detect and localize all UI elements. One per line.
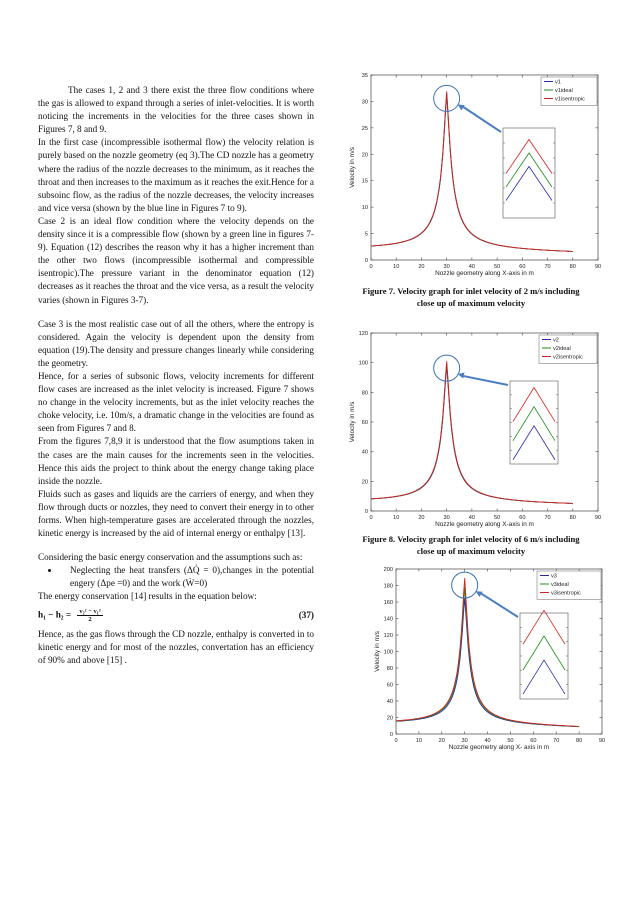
y-tick-label: 180: [383, 583, 393, 590]
chart-figure-7: [349, 73, 601, 277]
x-tick-label: 10: [393, 515, 400, 521]
chart-figure-9: [374, 567, 605, 751]
closeup-inset: [503, 128, 555, 218]
paragraph: Case 2 is an ideal flow condition where the velocity depends on the density since it is a compressible flow (shown by a green line in figures 7-9). Equation (12) describes the reason why it has a higher increment than the other two flows (incompressible isothermal and compressible isentropic).The pressure variant in the denominator equation (12) decreases as it reaches the throat and the vice versa, as a result the velocity varies (shown in Figures 3-7).: [38, 215, 314, 305]
equation-lhs: h₁ − h₂ =: [38, 609, 72, 620]
y-tick-label: 20: [361, 152, 368, 159]
x-tick-label: 20: [418, 515, 425, 521]
equation-numerator: v₂² − v₁²: [79, 608, 101, 616]
legend-entry: v1: [555, 79, 561, 86]
x-tick-label: 40: [468, 264, 476, 270]
x-tick-label: 50: [493, 515, 501, 521]
paragraph: Considering the basic energy conservation and the assumptions such as:: [38, 552, 303, 563]
y-tick-label: 160: [383, 600, 393, 606]
y-tick-label: 40: [386, 699, 393, 705]
x-tick-label: 30: [443, 264, 450, 270]
y-axis-label: Velocity in m/s: [349, 401, 356, 443]
chart-figure-8: [349, 331, 601, 528]
y-axis-label: Velocity in m/s: [374, 631, 381, 672]
y-tick-label: 25: [361, 125, 368, 132]
paragraph: The energy conservation [14] results in the equation below:: [38, 591, 257, 602]
y-tick-label: 30: [361, 99, 368, 106]
x-tick-label: 70: [544, 515, 551, 521]
paragraph: Hence, as the gas flows through the CD nozzle, enthalpy is converted in to kinetic energy and for most of the nozzles, convertation has an efficiency of 90% and above [15] .: [38, 628, 314, 665]
y-tick-label: 0: [389, 732, 393, 738]
x-tick-label: 50: [507, 738, 514, 744]
x-tick-label: 80: [569, 264, 576, 270]
x-tick-label: 90: [594, 515, 602, 521]
closeup-inset: [510, 381, 558, 464]
y-tick-label: 0: [364, 509, 368, 515]
x-tick-label: 80: [569, 515, 576, 521]
paragraph: Hence, for a series of subsonic flows, velocity increments for different flow cases are increased as the inlet velocity is increased. Figure 7 shows no change in the velocity increments, but as the inlet velocity reaches the choke velocity, i.e. 10m/s, a dramatic change in the velocities are found as seen from Figures 7 and 8.: [38, 370, 314, 434]
list-item: • Neglecting the heat transfers (ΔQ̇ = 0),changes in the potential engery (Δpe =0) and the work (Ẇ=0): [60, 564, 314, 590]
legend-entry: v3: [551, 573, 557, 580]
y-tick-label: 5: [364, 231, 368, 238]
legend-entry: v2: [553, 337, 559, 344]
y-tick-label: 10: [361, 205, 368, 212]
x-axis-label: Nozzle geometry along X- axis in m: [448, 744, 550, 751]
y-tick-label: 80: [386, 666, 393, 672]
y-axis-label: Velocity in m/s: [349, 147, 356, 188]
x-tick-label: 90: [598, 738, 606, 744]
paragraph: From the figures 7,8,9 it is understood that the flow asumptions taken in the cases are the main causes for the increments seen in the velocities. Hence this aids the project to think about the energy change taking place inside the nozzle.: [38, 436, 314, 486]
x-tick-label: 90: [594, 264, 602, 270]
legend-entry: v3ideal: [551, 582, 569, 588]
x-tick-label: 20: [438, 738, 445, 744]
x-tick-label: 40: [484, 738, 491, 744]
closeup-inset: [520, 613, 568, 699]
x-tick-label: 70: [544, 264, 551, 270]
x-tick-label: 60: [530, 738, 537, 744]
y-tick-label: 20: [361, 479, 368, 486]
y-tick-label: 15: [361, 178, 368, 185]
x-tick-label: 10: [393, 264, 400, 270]
legend-entry: v1isentropic: [555, 96, 585, 103]
paragraph: Fluids such as gases and liquids are the carriers of energy, and when they flow through ducts or nozzles, they need to convert their energy in to other forms. When high-temperature gases are accelerated through the nozzles, kinetic energy is increased by the aid of internal energy or enthalpy [13].: [38, 488, 314, 539]
x-tick-label: 60: [519, 264, 526, 270]
paragraph: In the first case (incompressible isothermal flow) the velocity relation is purely based on the nozzle geometry (eq 3).The CD nozzle has a geometry where the radius of the nozzle decreases to the minimum, as it reaches the throat and then increases to the maximum as it reaches the exit.Hence for a subsoinc flow, as the radius of the nozzle decreases, the velocity increases and vice versa (shown by the blue line in Figures 7 to 9).: [38, 137, 314, 213]
paragraph: The cases 1, 2 and 3 there exist the three flow conditions where the gas is allowed to expand through a series of inlet-velocities. It is worth noticing the increments in the velocities for the three cases shown in Figures 7, 8 and 9.: [38, 85, 314, 135]
y-tick-label: 60: [386, 682, 393, 689]
y-tick-label: 140: [383, 616, 393, 623]
x-tick-label: 0: [369, 515, 373, 521]
equation-label: (37): [298, 610, 314, 621]
x-tick-label: 20: [418, 264, 425, 270]
y-tick-label: 100: [383, 649, 393, 656]
legend-entry: v1ideal: [555, 88, 573, 94]
legend-entry: v3isentropic: [551, 590, 581, 597]
x-tick-label: 0: [369, 264, 373, 270]
figure-7-caption: Figure 7. Velocity graph for inlet velocity of 2 m/s including close up of maximum velocity: [362, 286, 580, 308]
legend-entry: v2ideal: [553, 346, 571, 352]
x-tick-label: 50: [493, 264, 501, 270]
equation-denominator: 2: [88, 616, 92, 624]
x-tick-label: 60: [519, 515, 526, 521]
y-tick-label: 200: [383, 567, 393, 573]
legend-entry: v2isentropic: [553, 354, 583, 361]
paragraph: Case 3 is the most realistic case out of all the others, where the entropy is considered. Again the velocity is dependent upon the density from equation (19).The density and pressure changes linearly while considering the geometry.: [38, 318, 314, 368]
x-axis-label: Nozzle geometry along X-axis in m: [435, 270, 534, 277]
y-tick-label: 35: [361, 73, 368, 79]
x-tick-label: 30: [461, 738, 468, 744]
y-tick-label: 80: [361, 390, 368, 397]
x-axis-label: Nozzle geometry along X-axis in m: [435, 521, 534, 528]
y-tick-label: 20: [386, 715, 393, 722]
y-tick-label: 60: [361, 420, 368, 426]
y-tick-label: 40: [361, 449, 368, 456]
x-tick-label: 30: [443, 515, 450, 521]
x-tick-label: 80: [575, 738, 583, 744]
y-tick-label: 120: [383, 633, 393, 639]
figure-8-caption: Figure 8. Velocity graph for inlet velocity of 6 m/s including close up of maximum velocity: [362, 534, 580, 556]
y-tick-label: 100: [358, 360, 368, 367]
x-tick-label: 40: [468, 515, 476, 521]
x-tick-label: 0: [394, 738, 398, 744]
y-tick-label: 120: [358, 331, 368, 337]
y-tick-label: 0: [364, 258, 368, 264]
x-tick-label: 10: [415, 738, 423, 744]
x-tick-label: 70: [553, 738, 560, 744]
